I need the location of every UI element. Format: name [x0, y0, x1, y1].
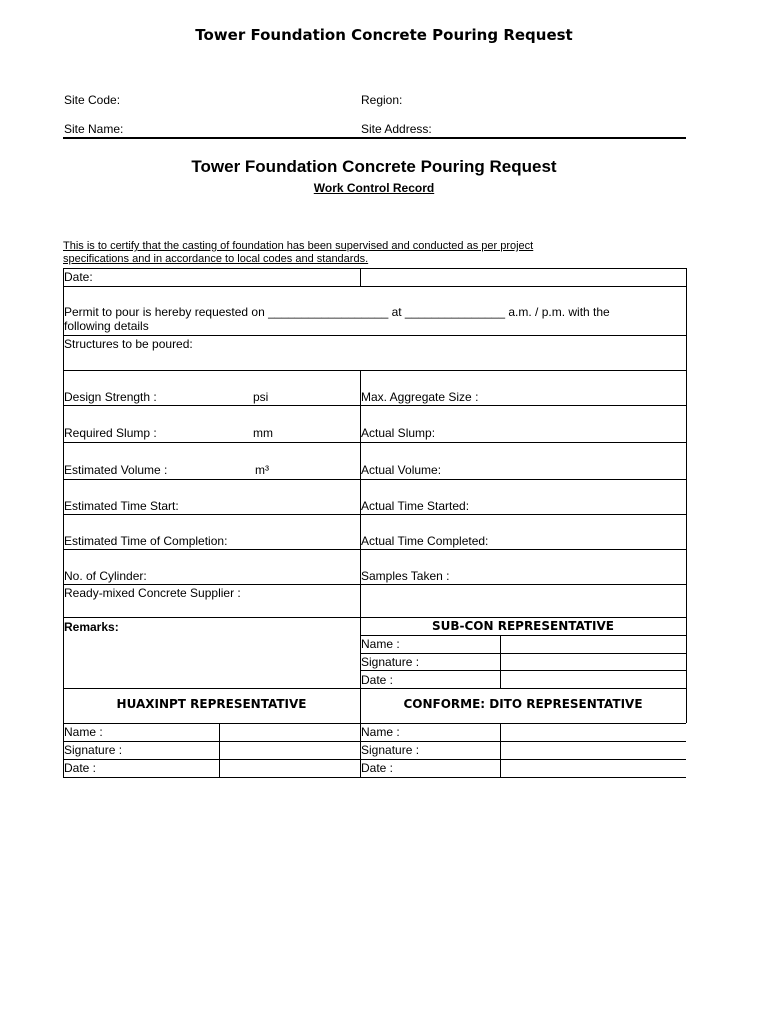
grid-rule — [360, 653, 686, 654]
grid-rule — [63, 370, 686, 371]
date-label: Date: — [64, 270, 93, 284]
grid-divider — [219, 723, 220, 777]
est-time-completion-label: Estimated Time of Completion: — [64, 534, 228, 548]
huaxin-date-label: Date : — [64, 761, 97, 775]
document-title: Tower Foundation Concrete Pouring Request — [195, 26, 573, 44]
subcon-title: SUB-CON REPRESENTATIVE — [431, 619, 615, 633]
certification-statement — [63, 240, 533, 266]
subcon-signature-label: Signature : — [361, 655, 420, 669]
grid-rule — [63, 286, 686, 287]
permit-line-1: Permit to pour is hereby requested on __________________ at _______________ a.m. / p.m. with the — [64, 305, 610, 319]
estimated-volume-unit: m³ — [255, 463, 269, 477]
grid-rule — [360, 670, 686, 671]
huaxin-name-label: Name : — [64, 725, 103, 739]
structures-label: Structures to be poured: — [64, 337, 193, 351]
grid-rule — [63, 268, 686, 269]
estimated-volume-label: Estimated Volume : — [64, 463, 168, 477]
actual-time-completed-label: Actual Time Completed: — [361, 534, 489, 548]
conforme-name-label: Name : — [361, 725, 400, 739]
conforme-signature-label: Signature : — [361, 743, 420, 757]
actual-slump-label: Actual Slump: — [361, 426, 436, 440]
grid-rule — [63, 442, 686, 443]
grid-rule — [63, 617, 686, 618]
permit-line-2: following details — [64, 319, 149, 333]
supplier-label: Ready-mixed Concrete Supplier : — [64, 586, 241, 600]
remarks-label: Remarks: — [64, 620, 119, 634]
conforme-date-label: Date : — [361, 761, 394, 775]
form-subtitle: Work Control Record — [313, 181, 435, 195]
grid-right-border — [686, 268, 687, 723]
site-address-label: Site Address: — [361, 122, 432, 136]
samples-label: Samples Taken : — [361, 569, 450, 583]
grid-rule — [63, 549, 686, 550]
grid-rule — [63, 335, 686, 336]
design-strength-unit: psi — [253, 390, 269, 404]
subcon-date-label: Date : — [361, 673, 394, 687]
grid-rule — [63, 741, 686, 742]
required-slump-unit: mm — [253, 426, 273, 440]
site-name-label: Site Name: — [64, 122, 124, 136]
grid-divider — [500, 723, 501, 777]
grid-rule — [63, 759, 686, 760]
grid-divider — [360, 268, 361, 286]
grid-rule — [63, 723, 686, 724]
huaxin-signature-label: Signature : — [64, 743, 123, 757]
form-title: Tower Foundation Concrete Pouring Request — [191, 157, 557, 176]
huaxin-title: HUAXINPT REPRESENTATIVE — [116, 697, 307, 711]
site-code-label: Site Code: — [64, 93, 121, 107]
design-strength-label: Design Strength : — [64, 390, 157, 404]
grid-rule — [63, 514, 686, 515]
grid-rule — [63, 688, 686, 689]
region-label: Region: — [361, 93, 403, 107]
grid-rule — [63, 777, 686, 778]
subcon-name-label: Name : — [361, 637, 400, 651]
grid-rule — [63, 479, 686, 480]
grid-rule — [63, 405, 686, 406]
actual-time-started-label: Actual Time Started: — [361, 499, 470, 513]
conforme-title: CONFORME: DITO REPRESENTATIVE — [403, 697, 643, 711]
grid-rule — [360, 635, 686, 636]
certification-line-2: specifications and in accordance to local codes and standards. — [63, 253, 369, 265]
certification-line-1: This is to certify that the casting of foundation has been supervised and conducted as per project — [63, 240, 534, 252]
grid-rule — [63, 584, 686, 585]
required-slump-label: Required Slump : — [64, 426, 157, 440]
header-divider — [63, 137, 686, 139]
cylinder-label: No. of Cylinder: — [64, 569, 147, 583]
actual-volume-label: Actual Volume: — [361, 463, 442, 477]
max-aggregate-label: Max. Aggregate Size : — [361, 390, 479, 404]
est-time-start-label: Estimated Time Start: — [64, 499, 179, 513]
grid-divider — [500, 635, 501, 688]
